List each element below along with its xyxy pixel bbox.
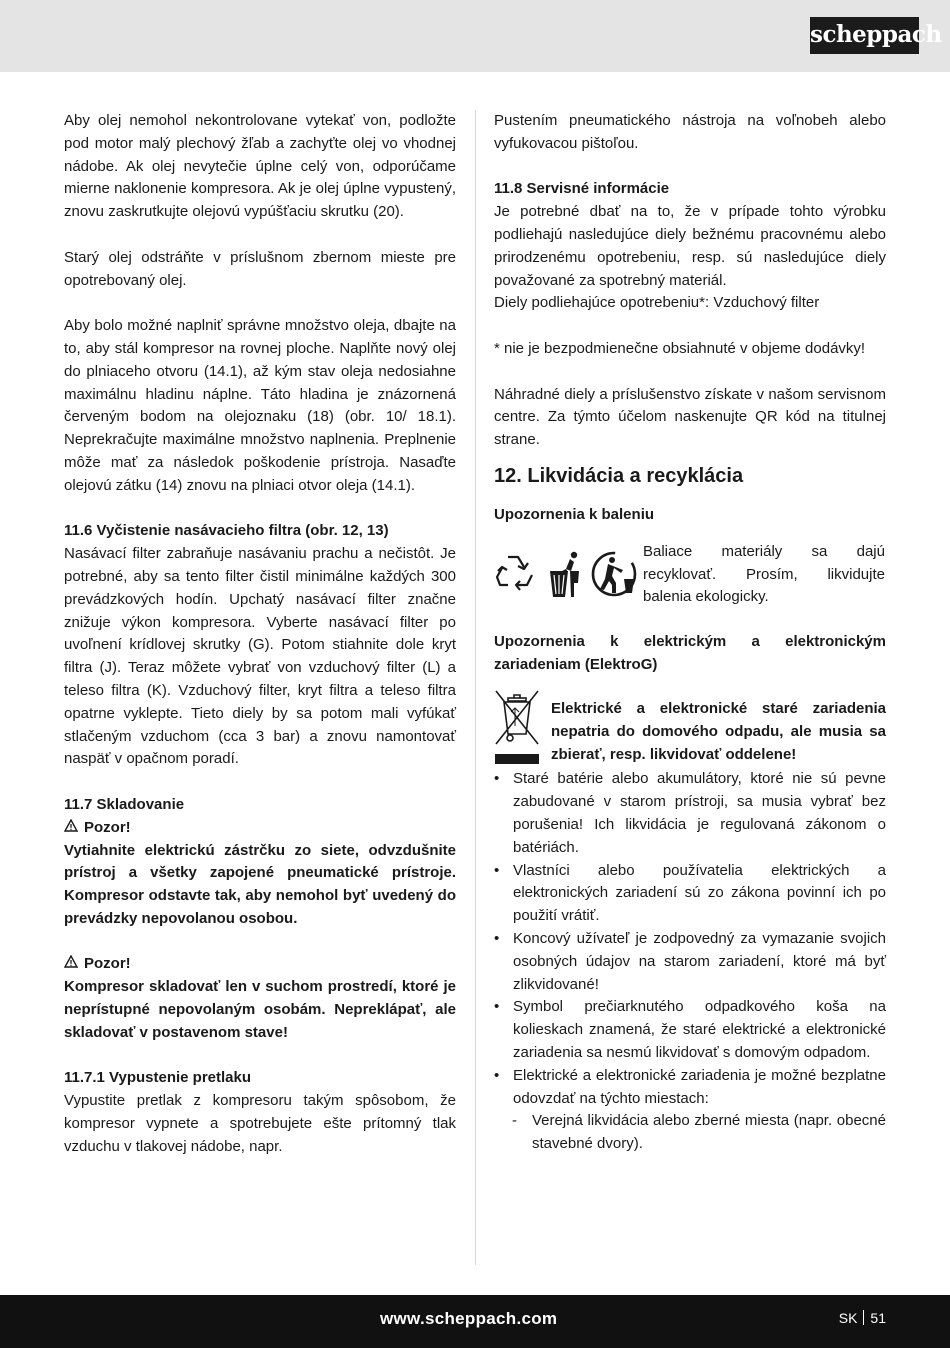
heading-11-8: 11.8 Servisné informácie bbox=[494, 180, 670, 198]
packaging-text: Baliace materiály sa dajú recyklovať. Prosím, likvidujte balenia ekologicky. bbox=[643, 542, 885, 606]
warning-text-2: Kompresor skladovať len v suchom prostredí, ktoré je neprístupné nepovolaným osobám. Nepreklápať, ale skladovať v postavenom stave! bbox=[64, 978, 456, 1041]
paragraph-old-oil: Starý olej odstráňte v príslušnom zbernom mieste pre opotrebovaný olej. bbox=[64, 248, 456, 289]
warning-label-1: Pozor! bbox=[64, 817, 456, 840]
crossed-out-wheelie-bin-icon bbox=[494, 688, 540, 766]
left-column bbox=[64, 110, 456, 1159]
paragraph-pressure-release: Vypustite pretlak z kompresoru takým spôsobom, že kompresor vypnete a spotrebujete ešte prítomný tlak vzduchu v tlakovej nádobe, napr. bbox=[64, 1092, 456, 1155]
recycling-icons bbox=[494, 549, 640, 599]
heading-packaging: Upozornenia k baleniu bbox=[494, 505, 655, 523]
language-code: SK bbox=[838, 1310, 858, 1326]
paragraph-service-info: Je potrebné dbať na to, že v prípade tohto výrobku podliehajú nasledujúce diely bežnému pracovnému alebo prirodzenému opotrebeniu, resp. sú nasledujúce diely považované za spotrebný materiál. bbox=[494, 203, 886, 289]
paragraph-oil-fill: Aby bolo možné naplniť správne množstvo oleja, dbajte na to, aby stál kompresor na rovnej ploche. Naplňte nový olej do plniaceho otvoru (14.1), až kým stav oleja nedosiahne maximálnu hladinu náplne. Táto hladina je znázornená červeným bodom na olejoznaku (18) (obr. 10/ 18.1). Neprekračujte maximálne množstvo naplnenia. Preplnenie môže mať za následok poškodenie prístroja. Nasaďte olejovú zátku (14) znovu na plniaci otvor oleja (14.1). bbox=[64, 317, 456, 494]
list-item: • Symbol prečiarknutého odpadkového koša na kolieskach znamená, že staré elektrické a elektronické zariadenia sa nesmú likvidovať s domovým odpadom. bbox=[494, 998, 886, 1061]
heading-electronic-devices: Upozornenia k elektrickým a elektronickým zariadeniam (ElektroG) bbox=[494, 632, 886, 673]
paragraph-oil-drain: Aby olej nemohol nekontrolovane vytekať von, podložte pod motor malý plechový žľab a zachyťte olej vo vhodnej nádobe. Ak olej nevytečie úplne celý von, odporúčame mierne naklonenie kompresora. Ak je olej úplne vypustený, znovu zaskrutkujte olejovú vypúšťaciu skrutku (20). bbox=[64, 112, 456, 221]
warning-label-2: Pozor! bbox=[64, 953, 456, 976]
scheppach-logo: scheppach bbox=[810, 17, 919, 54]
paragraph-pneumatic-idle: Pustením pneumatického nástroja na voľnobeh alebo vyfukovacou pištoľou. bbox=[494, 112, 886, 152]
heading-11-7-1: 11.7.1 Vypustenie pretlaku bbox=[64, 1069, 252, 1087]
website-link[interactable]: www.scheppach.com bbox=[380, 1309, 558, 1328]
tidyman-circle-icon bbox=[593, 553, 635, 595]
weee-warning-text: Elektrické a elektronické staré zariadenia nepatria do domového odpadu, ale musia sa zbierať, resp. likvidovať oddelene! bbox=[551, 700, 886, 763]
weee-notice bbox=[494, 688, 886, 768]
paragraph-footnote: * nie je bezpodmienečne obsiahnuté v objeme dodávky! bbox=[494, 339, 866, 357]
column-divider bbox=[475, 110, 476, 1265]
list-item: • Koncový užívateľ je zodpovedný za vymazanie svojich osobných údajov na starom zariadení, ktoré má byť zlikvidované! bbox=[494, 929, 886, 993]
warning-triangle-icon bbox=[64, 953, 78, 976]
section-heading-12: 12. Likvidácia a recyklácia bbox=[494, 464, 744, 487]
heading-11-7: 11.7 Skladovanie bbox=[64, 795, 185, 813]
heading-11-6: 11.6 Vyčistenie nasávacieho filtra (obr. 12, 13) bbox=[64, 522, 389, 540]
paragraph-spare-parts: Náhradné diely a príslušenstvo získate v našom servisnom centre. Za týmto účelom naskenujte QR kód na titulnej strane. bbox=[494, 385, 886, 449]
collection-points-list bbox=[494, 1110, 886, 1156]
right-column bbox=[494, 110, 886, 1156]
disposal-bullet-list bbox=[494, 768, 886, 1110]
list-item: - Verejná likvidácia alebo zberné miesta (napr. obecné stavebné dvory). bbox=[512, 1112, 886, 1153]
list-item: • Elektrické a elektronické zariadenia je možné bezplatne odovzdať na týchto miestach: bbox=[494, 1066, 886, 1107]
trash-bin-person-icon bbox=[550, 552, 579, 597]
list-item: • Vlastníci alebo používatelia elektrických a elektronických zariadení sú zo zákona povinní ich po použití vrátiť. bbox=[494, 861, 886, 925]
paragraph-intake-filter: Nasávací filter zabraňuje nasávaniu prachu a nečistôt. Je potrebné, aby sa tento filter čistil minimálne každých 300 prevádzkových hodín. Upchatý nasávací filter značne znižuje výkon kompresora. Vyberte nasávací filter po uvoľnení krídlovej skrutky (G). Potom stiahnite dole kryt filtra (J). Teraz môžete vybrať von vzduchový filter (L) a teleso filtra (K). Vzduchový filter, kryt filtra a teleso filtra opatrne vyklepte. Tieto diely by sa potom mali vyfúkať stlačeným vzduchom (cca 3 bar) a znovu namontovať naspäť v opačnom poradí. bbox=[64, 545, 456, 768]
recycle-arrows-icon bbox=[497, 557, 532, 590]
paragraph-wear-parts: Diely podliehajúce opotrebeniu*: Vzduchový filter bbox=[494, 294, 820, 312]
footer-bar bbox=[0, 1295, 950, 1348]
page-number: 51 bbox=[870, 1310, 886, 1326]
warning-text-1: Vytiahnite elektrickú zástrčku zo siete, odvzdušnite prístroj a všetky zapojené pneumatické prístroje. Kompresor odstavte tak, aby nemohol byť uvedený do prevádzky nepovolanou osobou. bbox=[64, 841, 456, 927]
page-indicator bbox=[839, 1310, 886, 1326]
warning-triangle-icon bbox=[64, 817, 78, 840]
header-bar bbox=[0, 0, 950, 72]
packaging-notice bbox=[494, 541, 886, 631]
list-item: • Staré batérie alebo akumulátory, ktoré nie sú pevne zabudované v starom prístroji, sa musia vybrať bez porušenia! Ich likvidácia je regulovaná zákonom o batériách. bbox=[494, 770, 886, 856]
